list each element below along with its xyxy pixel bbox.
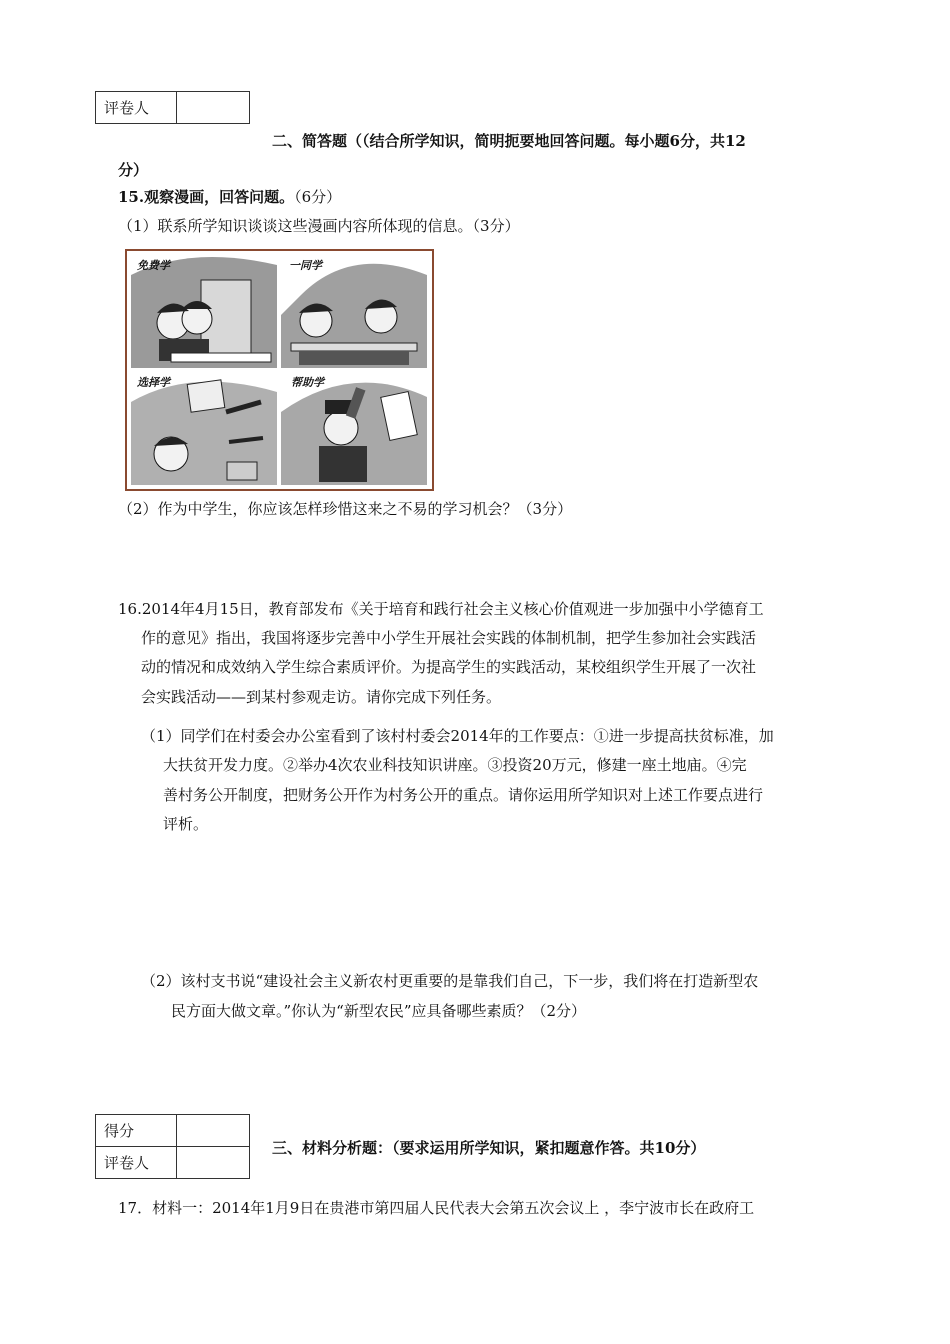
comic-panel-same-study — [281, 255, 427, 368]
q16-line3: 动的情况和成效纳入学生综合素质评价。为提高学生的实践活动，某校组织学生开展了一次社 — [141, 658, 757, 676]
comic-panel-free-study — [131, 255, 277, 368]
q15-heading — [118, 186, 341, 207]
score-label: 得分 — [96, 1115, 177, 1147]
q16-sub2-line1: （2）该村支书说“建设社会主义新农村更重要的是靠我们自己，下一步，我们将在打造新型农 — [141, 972, 759, 990]
grader-value[interactable] — [177, 1147, 250, 1179]
grader-table-section2 — [95, 91, 250, 124]
comic-title-3: 选择学 — [137, 376, 170, 389]
q16-sub1-line3: 善村务公开制度，把财务公开作为村务公开的重点。请你运用所学知识对上述工作要点进行 — [163, 786, 764, 804]
grader-value[interactable] — [177, 92, 250, 124]
comic-image — [125, 249, 434, 491]
q17-line1: 17．材料一：2014年1月9日在贵港市第四届人民代表大会第五次会议上 ，李宁波市长在政府工 — [118, 1199, 755, 1217]
grader-label: 评卷人 — [96, 1147, 177, 1179]
comic-title-1: 免费学 — [137, 259, 170, 272]
section2-title: 二、简答题（（结合所学知识，简明扼要地回答问题。每小题6分，共12 — [272, 132, 746, 150]
comic-title-4: 帮助学 — [291, 376, 324, 389]
q15-sub1: （1）联系所学知识谈谈这些漫画内容所体现的信息。（3分） — [118, 217, 520, 235]
q16-line1: 16.2014年4月15日，教育部发布《关于培育和践行社会主义核心价值观进一步加强中小学德育工 — [118, 600, 764, 618]
q15-score: （6分） — [294, 188, 342, 206]
q15-sub2: （2）作为中学生，你应该怎样珍惜这来之不易的学习机会？（3分） — [118, 500, 573, 518]
q15-title: 15.观察漫画，回答问题。 — [118, 188, 295, 206]
score-table-section3 — [95, 1114, 250, 1179]
grader-label: 评卷人 — [96, 92, 177, 124]
q16-sub2-line2: 民方面大做文章。”你认为“新型农民”应具备哪些素质？（2分） — [171, 1002, 587, 1020]
q16-sub1-line4: 评析。 — [163, 815, 209, 833]
q16-line2: 作的意见》指出，我国将逐步完善中小学生开展社会实践的体制机制，把学生参加社会实践活 — [141, 629, 757, 647]
comic-title-2: 一同学 — [289, 259, 322, 272]
comic-panel-choose-study — [131, 372, 277, 485]
q16-sub1-line1: （1）同学们在村委会办公室看到了该村村委会2014年的工作要点：①进一步提高扶贫标准，加 — [141, 727, 774, 745]
comic-panel-help-study — [281, 372, 427, 485]
q16-line4: 会实践活动——到某村参观走访。请你完成下列任务。 — [141, 688, 502, 706]
section3-title: 三、材料分析题：（要求运用所学知识，紧扣题意作答。共10分） — [272, 1139, 706, 1157]
score-value[interactable] — [177, 1115, 250, 1147]
section2-title-cont: 分） — [118, 161, 149, 179]
q16-sub1-line2: 大扶贫开发力度。②举办4次农业科技知识讲座。③投资20万元，修建一座土地庙。④完 — [163, 756, 747, 774]
